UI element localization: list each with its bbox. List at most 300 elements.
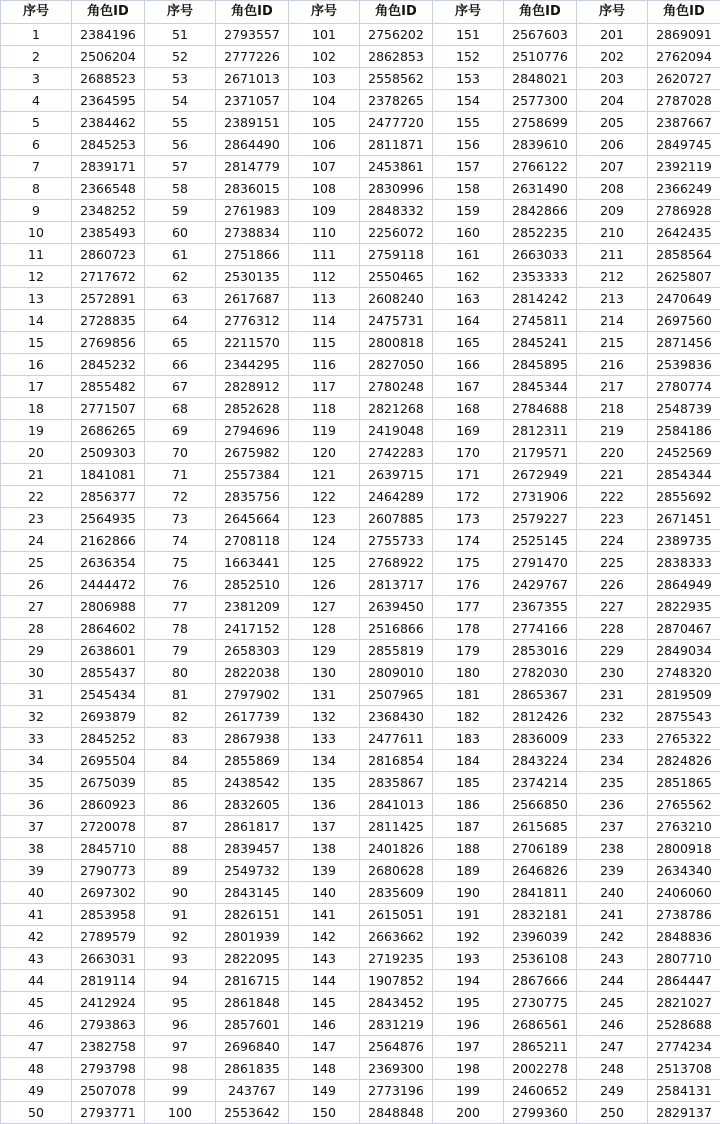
index-cell: 69 xyxy=(145,420,216,442)
role-id-cell: 2620727 xyxy=(648,68,720,90)
role-id-cell: 2836015 xyxy=(216,178,289,200)
role-id-cell: 2819509 xyxy=(648,684,720,706)
index-cell: 177 xyxy=(433,596,504,618)
role-id-cell: 2852628 xyxy=(216,398,289,420)
table-row xyxy=(1,750,720,772)
role-id-cell: 2548739 xyxy=(648,398,720,420)
index-cell: 17 xyxy=(1,376,72,398)
index-cell: 198 xyxy=(433,1058,504,1080)
index-cell: 147 xyxy=(289,1036,360,1058)
role-id-cell: 2557384 xyxy=(216,464,289,486)
role-id-cell: 2771507 xyxy=(72,398,145,420)
index-cell: 132 xyxy=(289,706,360,728)
role-id-cell: 2845253 xyxy=(72,134,145,156)
index-cell: 151 xyxy=(433,24,504,46)
role-id-cell: 2776312 xyxy=(216,310,289,332)
table-row xyxy=(1,904,720,926)
index-cell: 49 xyxy=(1,1080,72,1102)
role-id-cell: 2419048 xyxy=(360,420,433,442)
index-cell: 159 xyxy=(433,200,504,222)
column-header-index: 序号 xyxy=(145,1,216,24)
role-id-cell: 2835867 xyxy=(360,772,433,794)
role-id-cell: 2755733 xyxy=(360,530,433,552)
index-cell: 83 xyxy=(145,728,216,750)
index-cell: 219 xyxy=(577,420,648,442)
index-cell: 121 xyxy=(289,464,360,486)
role-id-cell: 2371057 xyxy=(216,90,289,112)
role-id-cell: 2838333 xyxy=(648,552,720,574)
role-id-cell: 2830996 xyxy=(360,178,433,200)
role-id-cell: 2417152 xyxy=(216,618,289,640)
index-cell: 185 xyxy=(433,772,504,794)
index-cell: 181 xyxy=(433,684,504,706)
role-id-cell: 2790773 xyxy=(72,860,145,882)
role-id-cell: 2858564 xyxy=(648,244,720,266)
role-id-cell: 2387667 xyxy=(648,112,720,134)
index-cell: 6 xyxy=(1,134,72,156)
index-cell: 42 xyxy=(1,926,72,948)
index-cell: 127 xyxy=(289,596,360,618)
index-cell: 146 xyxy=(289,1014,360,1036)
index-cell: 81 xyxy=(145,684,216,706)
role-id-cell: 2382758 xyxy=(72,1036,145,1058)
index-cell: 237 xyxy=(577,816,648,838)
role-id-cell: 2646826 xyxy=(504,860,577,882)
index-cell: 26 xyxy=(1,574,72,596)
index-cell: 165 xyxy=(433,332,504,354)
role-id-cell: 1841081 xyxy=(72,464,145,486)
index-cell: 184 xyxy=(433,750,504,772)
role-id-cell: 2789579 xyxy=(72,926,145,948)
role-id-cell: 2162866 xyxy=(72,530,145,552)
index-cell: 120 xyxy=(289,442,360,464)
role-id-cell: 2819114 xyxy=(72,970,145,992)
index-cell: 191 xyxy=(433,904,504,926)
index-cell: 176 xyxy=(433,574,504,596)
index-cell: 122 xyxy=(289,486,360,508)
index-cell: 27 xyxy=(1,596,72,618)
index-cell: 113 xyxy=(289,288,360,310)
role-id-cell: 2839457 xyxy=(216,838,289,860)
role-id-cell: 2438542 xyxy=(216,772,289,794)
role-id-cell: 2539836 xyxy=(648,354,720,376)
index-cell: 74 xyxy=(145,530,216,552)
index-cell: 48 xyxy=(1,1058,72,1080)
column-header-role-id: 角色ID xyxy=(360,1,433,24)
role-id-cell: 2751866 xyxy=(216,244,289,266)
index-cell: 167 xyxy=(433,376,504,398)
role-id-cell: 2366249 xyxy=(648,178,720,200)
index-cell: 148 xyxy=(289,1058,360,1080)
role-id-cell: 2636354 xyxy=(72,552,145,574)
index-cell: 34 xyxy=(1,750,72,772)
index-cell: 218 xyxy=(577,398,648,420)
role-id-cell: 2800918 xyxy=(648,838,720,860)
table-row xyxy=(1,1036,720,1058)
table-row xyxy=(1,684,720,706)
role-id-cell: 2848848 xyxy=(360,1102,433,1124)
role-id-cell: 2777226 xyxy=(216,46,289,68)
index-cell: 21 xyxy=(1,464,72,486)
role-id-cell: 2730775 xyxy=(504,992,577,1014)
table-row xyxy=(1,310,720,332)
role-id-cell: 2470649 xyxy=(648,288,720,310)
role-id-cell: 2864490 xyxy=(216,134,289,156)
index-cell: 126 xyxy=(289,574,360,596)
role-id-cell: 2811871 xyxy=(360,134,433,156)
role-id-cell: 2768922 xyxy=(360,552,433,574)
index-cell: 163 xyxy=(433,288,504,310)
index-cell: 187 xyxy=(433,816,504,838)
role-id-cell: 2821268 xyxy=(360,398,433,420)
role-id-cell: 2855482 xyxy=(72,376,145,398)
role-id-cell: 2848836 xyxy=(648,926,720,948)
role-id-cell: 2862853 xyxy=(360,46,433,68)
role-id-cell: 2855819 xyxy=(360,640,433,662)
role-id-cell: 2861835 xyxy=(216,1058,289,1080)
index-cell: 157 xyxy=(433,156,504,178)
role-id-cell: 2853958 xyxy=(72,904,145,926)
table-row xyxy=(1,794,720,816)
role-id-cell: 2849745 xyxy=(648,134,720,156)
role-id-cell: 2836009 xyxy=(504,728,577,750)
index-cell: 210 xyxy=(577,222,648,244)
role-id-cell: 2835609 xyxy=(360,882,433,904)
index-cell: 226 xyxy=(577,574,648,596)
role-id-cell: 2807710 xyxy=(648,948,720,970)
table-row xyxy=(1,1058,720,1080)
index-cell: 250 xyxy=(577,1102,648,1124)
role-id-cell: 2579227 xyxy=(504,508,577,530)
index-cell: 130 xyxy=(289,662,360,684)
table-row xyxy=(1,24,720,46)
index-cell: 158 xyxy=(433,178,504,200)
role-id-cell: 2671451 xyxy=(648,508,720,530)
role-id-cell: 2864602 xyxy=(72,618,145,640)
index-cell: 50 xyxy=(1,1102,72,1124)
index-cell: 87 xyxy=(145,816,216,838)
index-cell: 228 xyxy=(577,618,648,640)
index-cell: 169 xyxy=(433,420,504,442)
index-cell: 138 xyxy=(289,838,360,860)
index-cell: 183 xyxy=(433,728,504,750)
role-id-cell: 2510776 xyxy=(504,46,577,68)
role-id-cell: 2812426 xyxy=(504,706,577,728)
role-id-cell: 2475731 xyxy=(360,310,433,332)
role-id-cell: 2855437 xyxy=(72,662,145,684)
index-cell: 182 xyxy=(433,706,504,728)
role-id-cell: 2680628 xyxy=(360,860,433,882)
index-cell: 35 xyxy=(1,772,72,794)
role-id-cell: 2793771 xyxy=(72,1102,145,1124)
role-id-cell: 2516866 xyxy=(360,618,433,640)
role-id-cell: 2384196 xyxy=(72,24,145,46)
index-cell: 15 xyxy=(1,332,72,354)
role-id-cell: 2530135 xyxy=(216,266,289,288)
index-cell: 23 xyxy=(1,508,72,530)
index-cell: 201 xyxy=(577,24,648,46)
role-id-cell: 2564876 xyxy=(360,1036,433,1058)
index-cell: 80 xyxy=(145,662,216,684)
index-cell: 245 xyxy=(577,992,648,1014)
index-cell: 30 xyxy=(1,662,72,684)
index-cell: 111 xyxy=(289,244,360,266)
index-cell: 236 xyxy=(577,794,648,816)
role-id-cell: 2567603 xyxy=(504,24,577,46)
role-id-cell: 2364595 xyxy=(72,90,145,112)
role-id-cell: 2845252 xyxy=(72,728,145,750)
index-cell: 179 xyxy=(433,640,504,662)
role-id-cell: 2348252 xyxy=(72,200,145,222)
role-id-cell: 2867666 xyxy=(504,970,577,992)
role-id-cell: 2638601 xyxy=(72,640,145,662)
index-cell: 18 xyxy=(1,398,72,420)
role-id-cell: 2389151 xyxy=(216,112,289,134)
role-id-cell: 2758699 xyxy=(504,112,577,134)
table-row xyxy=(1,530,720,552)
column-header-role-id: 角色ID xyxy=(504,1,577,24)
index-cell: 68 xyxy=(145,398,216,420)
role-id-cell: 2564935 xyxy=(72,508,145,530)
index-cell: 208 xyxy=(577,178,648,200)
role-id-cell: 2617687 xyxy=(216,288,289,310)
role-id-cell: 2686265 xyxy=(72,420,145,442)
index-cell: 225 xyxy=(577,552,648,574)
role-id-cell: 2663033 xyxy=(504,244,577,266)
role-id-cell: 2826151 xyxy=(216,904,289,926)
role-id-cell: 2845710 xyxy=(72,838,145,860)
role-id-cell: 2861848 xyxy=(216,992,289,1014)
role-id-cell: 2843145 xyxy=(216,882,289,904)
role-id-cell: 2769856 xyxy=(72,332,145,354)
table-row xyxy=(1,618,720,640)
role-id-cell: 2813717 xyxy=(360,574,433,596)
role-id-cell: 2717672 xyxy=(72,266,145,288)
index-cell: 31 xyxy=(1,684,72,706)
index-cell: 2 xyxy=(1,46,72,68)
index-cell: 136 xyxy=(289,794,360,816)
index-cell: 213 xyxy=(577,288,648,310)
index-cell: 212 xyxy=(577,266,648,288)
table-row xyxy=(1,992,720,1014)
role-id-cell: 2843452 xyxy=(360,992,433,1014)
role-id-cell: 2811425 xyxy=(360,816,433,838)
role-id-cell: 2784688 xyxy=(504,398,577,420)
index-cell: 66 xyxy=(145,354,216,376)
role-id-cell: 2385493 xyxy=(72,222,145,244)
role-id-cell: 2832605 xyxy=(216,794,289,816)
role-id-cell: 2801939 xyxy=(216,926,289,948)
index-cell: 40 xyxy=(1,882,72,904)
role-id-cell: 2812311 xyxy=(504,420,577,442)
role-id-cell: 2658303 xyxy=(216,640,289,662)
index-cell: 131 xyxy=(289,684,360,706)
index-cell: 100 xyxy=(145,1102,216,1124)
role-id-cell: 2577300 xyxy=(504,90,577,112)
role-id-cell: 2688523 xyxy=(72,68,145,90)
role-id-cell: 2453861 xyxy=(360,156,433,178)
table-row xyxy=(1,332,720,354)
role-id-cell: 2672949 xyxy=(504,464,577,486)
role-id-cell: 2406060 xyxy=(648,882,720,904)
role-id-cell: 2860923 xyxy=(72,794,145,816)
role-id-cell: 2860723 xyxy=(72,244,145,266)
role-id-cell: 2791470 xyxy=(504,552,577,574)
table-row xyxy=(1,1080,720,1102)
role-id-cell: 2831219 xyxy=(360,1014,433,1036)
role-id-cell: 2369300 xyxy=(360,1058,433,1080)
role-id-cell: 2381209 xyxy=(216,596,289,618)
role-id-cell: 2871456 xyxy=(648,332,720,354)
index-cell: 230 xyxy=(577,662,648,684)
role-id-cell: 2507965 xyxy=(360,684,433,706)
role-id-cell: 2787028 xyxy=(648,90,720,112)
index-cell: 14 xyxy=(1,310,72,332)
table-row xyxy=(1,376,720,398)
role-id-cell: 2765322 xyxy=(648,728,720,750)
index-cell: 62 xyxy=(145,266,216,288)
index-cell: 13 xyxy=(1,288,72,310)
index-cell: 4 xyxy=(1,90,72,112)
role-id-cell: 2389735 xyxy=(648,530,720,552)
index-cell: 10 xyxy=(1,222,72,244)
index-cell: 72 xyxy=(145,486,216,508)
index-cell: 244 xyxy=(577,970,648,992)
role-id-cell: 2536108 xyxy=(504,948,577,970)
index-cell: 220 xyxy=(577,442,648,464)
index-cell: 234 xyxy=(577,750,648,772)
role-id-cell: 2401826 xyxy=(360,838,433,860)
table-row xyxy=(1,552,720,574)
index-cell: 12 xyxy=(1,266,72,288)
role-id-cell: 2639450 xyxy=(360,596,433,618)
index-cell: 193 xyxy=(433,948,504,970)
table-row xyxy=(1,156,720,178)
index-cell: 200 xyxy=(433,1102,504,1124)
index-cell: 129 xyxy=(289,640,360,662)
role-id-cell: 2625807 xyxy=(648,266,720,288)
index-cell: 203 xyxy=(577,68,648,90)
role-id-cell: 2738834 xyxy=(216,222,289,244)
role-id-cell: 2731906 xyxy=(504,486,577,508)
role-id-cell: 2827050 xyxy=(360,354,433,376)
table-body xyxy=(1,24,720,1124)
role-id-cell: 2839171 xyxy=(72,156,145,178)
role-id-cell: 2256072 xyxy=(360,222,433,244)
role-id-cell: 2845241 xyxy=(504,332,577,354)
role-id-cell: 2762094 xyxy=(648,46,720,68)
index-cell: 189 xyxy=(433,860,504,882)
index-cell: 214 xyxy=(577,310,648,332)
index-cell: 249 xyxy=(577,1080,648,1102)
index-cell: 216 xyxy=(577,354,648,376)
index-cell: 232 xyxy=(577,706,648,728)
column-header-index: 序号 xyxy=(577,1,648,24)
role-id-cell: 2867938 xyxy=(216,728,289,750)
role-id-cell: 2824826 xyxy=(648,750,720,772)
index-cell: 248 xyxy=(577,1058,648,1080)
index-cell: 211 xyxy=(577,244,648,266)
index-cell: 1 xyxy=(1,24,72,46)
index-cell: 110 xyxy=(289,222,360,244)
header-row xyxy=(1,1,720,24)
index-cell: 101 xyxy=(289,24,360,46)
index-cell: 197 xyxy=(433,1036,504,1058)
index-cell: 76 xyxy=(145,574,216,596)
role-id-cell: 2782030 xyxy=(504,662,577,684)
index-cell: 36 xyxy=(1,794,72,816)
role-id-cell: 2697560 xyxy=(648,310,720,332)
role-id-cell: 2615051 xyxy=(360,904,433,926)
role-id-cell: 2865367 xyxy=(504,684,577,706)
index-cell: 16 xyxy=(1,354,72,376)
role-id-cell: 2856377 xyxy=(72,486,145,508)
role-id-cell: 2608240 xyxy=(360,288,433,310)
role-id-cell: 2864949 xyxy=(648,574,720,596)
role-id-cell: 2774166 xyxy=(504,618,577,640)
column-header-role-id: 角色ID xyxy=(72,1,145,24)
index-cell: 246 xyxy=(577,1014,648,1036)
role-id-cell: 2763210 xyxy=(648,816,720,838)
role-id-cell: 2477611 xyxy=(360,728,433,750)
role-id-cell: 2693879 xyxy=(72,706,145,728)
index-cell: 222 xyxy=(577,486,648,508)
role-id-cell: 2773196 xyxy=(360,1080,433,1102)
role-id-cell: 2695504 xyxy=(72,750,145,772)
column-header-role-id: 角色ID xyxy=(216,1,289,24)
role-id-cell: 2793863 xyxy=(72,1014,145,1036)
index-cell: 84 xyxy=(145,750,216,772)
index-cell: 178 xyxy=(433,618,504,640)
index-cell: 93 xyxy=(145,948,216,970)
table-header xyxy=(1,1,720,24)
index-cell: 54 xyxy=(145,90,216,112)
index-cell: 221 xyxy=(577,464,648,486)
table-row xyxy=(1,640,720,662)
table-row xyxy=(1,46,720,68)
role-id-cell: 2344295 xyxy=(216,354,289,376)
index-cell: 162 xyxy=(433,266,504,288)
index-cell: 3 xyxy=(1,68,72,90)
index-cell: 28 xyxy=(1,618,72,640)
role-id-cell: 2822095 xyxy=(216,948,289,970)
role-id-cell: 2545434 xyxy=(72,684,145,706)
index-cell: 160 xyxy=(433,222,504,244)
role-id-cell: 2464289 xyxy=(360,486,433,508)
column-header-index: 序号 xyxy=(1,1,72,24)
role-id-cell: 2794696 xyxy=(216,420,289,442)
index-cell: 88 xyxy=(145,838,216,860)
role-id-cell: 2392119 xyxy=(648,156,720,178)
table-row xyxy=(1,354,720,376)
index-cell: 103 xyxy=(289,68,360,90)
role-id-cell: 2179571 xyxy=(504,442,577,464)
index-cell: 223 xyxy=(577,508,648,530)
table-row xyxy=(1,574,720,596)
index-cell: 134 xyxy=(289,750,360,772)
index-cell: 73 xyxy=(145,508,216,530)
index-cell: 233 xyxy=(577,728,648,750)
table-row xyxy=(1,860,720,882)
role-id-cell: 2857601 xyxy=(216,1014,289,1036)
index-cell: 95 xyxy=(145,992,216,1014)
role-id-cell: 2814779 xyxy=(216,156,289,178)
role-id-cell: 2806988 xyxy=(72,596,145,618)
role-id-cell: 2686561 xyxy=(504,1014,577,1036)
index-cell: 33 xyxy=(1,728,72,750)
role-id-cell: 2845344 xyxy=(504,376,577,398)
index-cell: 168 xyxy=(433,398,504,420)
